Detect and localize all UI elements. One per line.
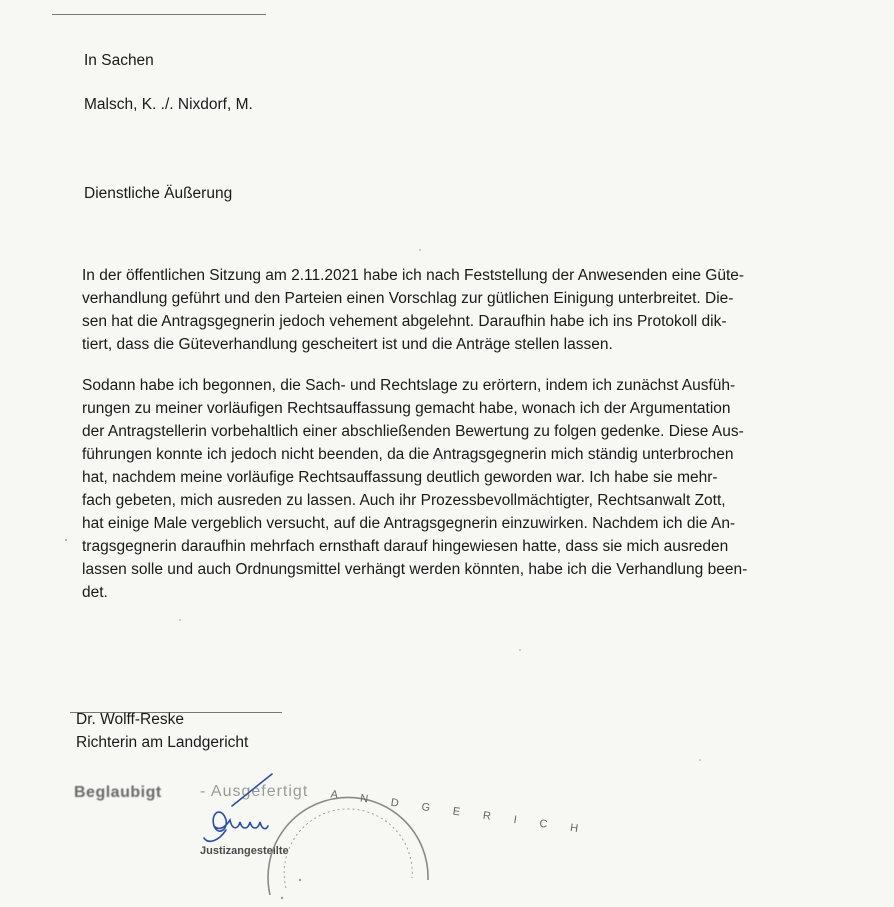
paragraph-line: hat einige Male vergeblich versucht, auf die Antragsgegnerin einzuwirken. Nachdem ich die An- (82, 515, 736, 532)
paragraph-line: führungen konnte ich jedoch nicht beenden, da die Antragsgegnerin mich ständig unterbrochen (82, 446, 734, 463)
paragraph-line: Sodann habe ich begonnen, die Sach- und Rechtslage zu erörtern, indem ich zunächst Ausfüh- (82, 377, 736, 394)
paragraph-line: In der öffentlichen Sitzung am 2.11.2021 habe ich nach Feststellung der Anwesenden eine Güte- (82, 267, 745, 284)
signer-role: Richterin am Landgericht (76, 734, 249, 751)
paragraph-line: tiert, dass die Güteverhandlung gescheitert ist und die Anträge stellen lassen. (82, 336, 613, 353)
handwritten-signature (204, 774, 272, 841)
paragraph-line: fach gebeten, mich ausreden zu lassen. Auch ihr Prozessbevollmächtigter, Rechtsanwalt Zott, (82, 492, 726, 509)
paragraph-line: det. (82, 584, 108, 601)
ausgefertigt-stamp-text: - Ausgefertigt (200, 783, 309, 800)
paragraph-line: hat, nachdem meine vorläufige Rechtsauffassung deutlich geworden war. Ich habe sie mehr- (82, 469, 718, 486)
paragraph-line: sen hat die Antragsgegnerin jedoch vehement abgelehnt. Daraufhin habe ich ins Protokoll dik- (82, 313, 727, 330)
paragraph-line: verhandlung geführt und den Parteien einen Vorschlag zur gütlichen Einigung unterbreitet. Die- (82, 290, 734, 307)
paragraph-line: tragsgegnerin daraufhin mehrfach ernsthaft darauf hingewiesen hatte, dass sie mich ausreden (82, 538, 729, 555)
case-parties: Malsch, K. ./. Nixdorf, M. (84, 96, 253, 113)
svg-text:A N D G E R I C H: A N D G E R I C H (329, 788, 589, 837)
paragraph-line: der Antragstellerin vorbehaltlich einer abschließenden Bewertung zu folgen gedenke. Diese Aus- (82, 423, 744, 440)
court-seal (268, 788, 589, 895)
justiz-stamp-text: Justizangestellte (200, 845, 289, 857)
document-title: Dienstliche Äußerung (84, 185, 233, 202)
in-sachen-label: In Sachen (84, 52, 154, 69)
beglaubigt-stamp-text: Beglaubigt (74, 784, 162, 801)
paragraph-line: lassen solle und auch Ordnungsmittel verhängt werden könnten, habe ich die Verhandlung been- (82, 561, 748, 578)
paragraph-line: rungen zu meiner vorläufigen Rechtsauffassung gemacht habe, wonach ich der Argumentation (82, 400, 731, 417)
signer-name: Dr. Wolff-Reske (76, 711, 184, 728)
